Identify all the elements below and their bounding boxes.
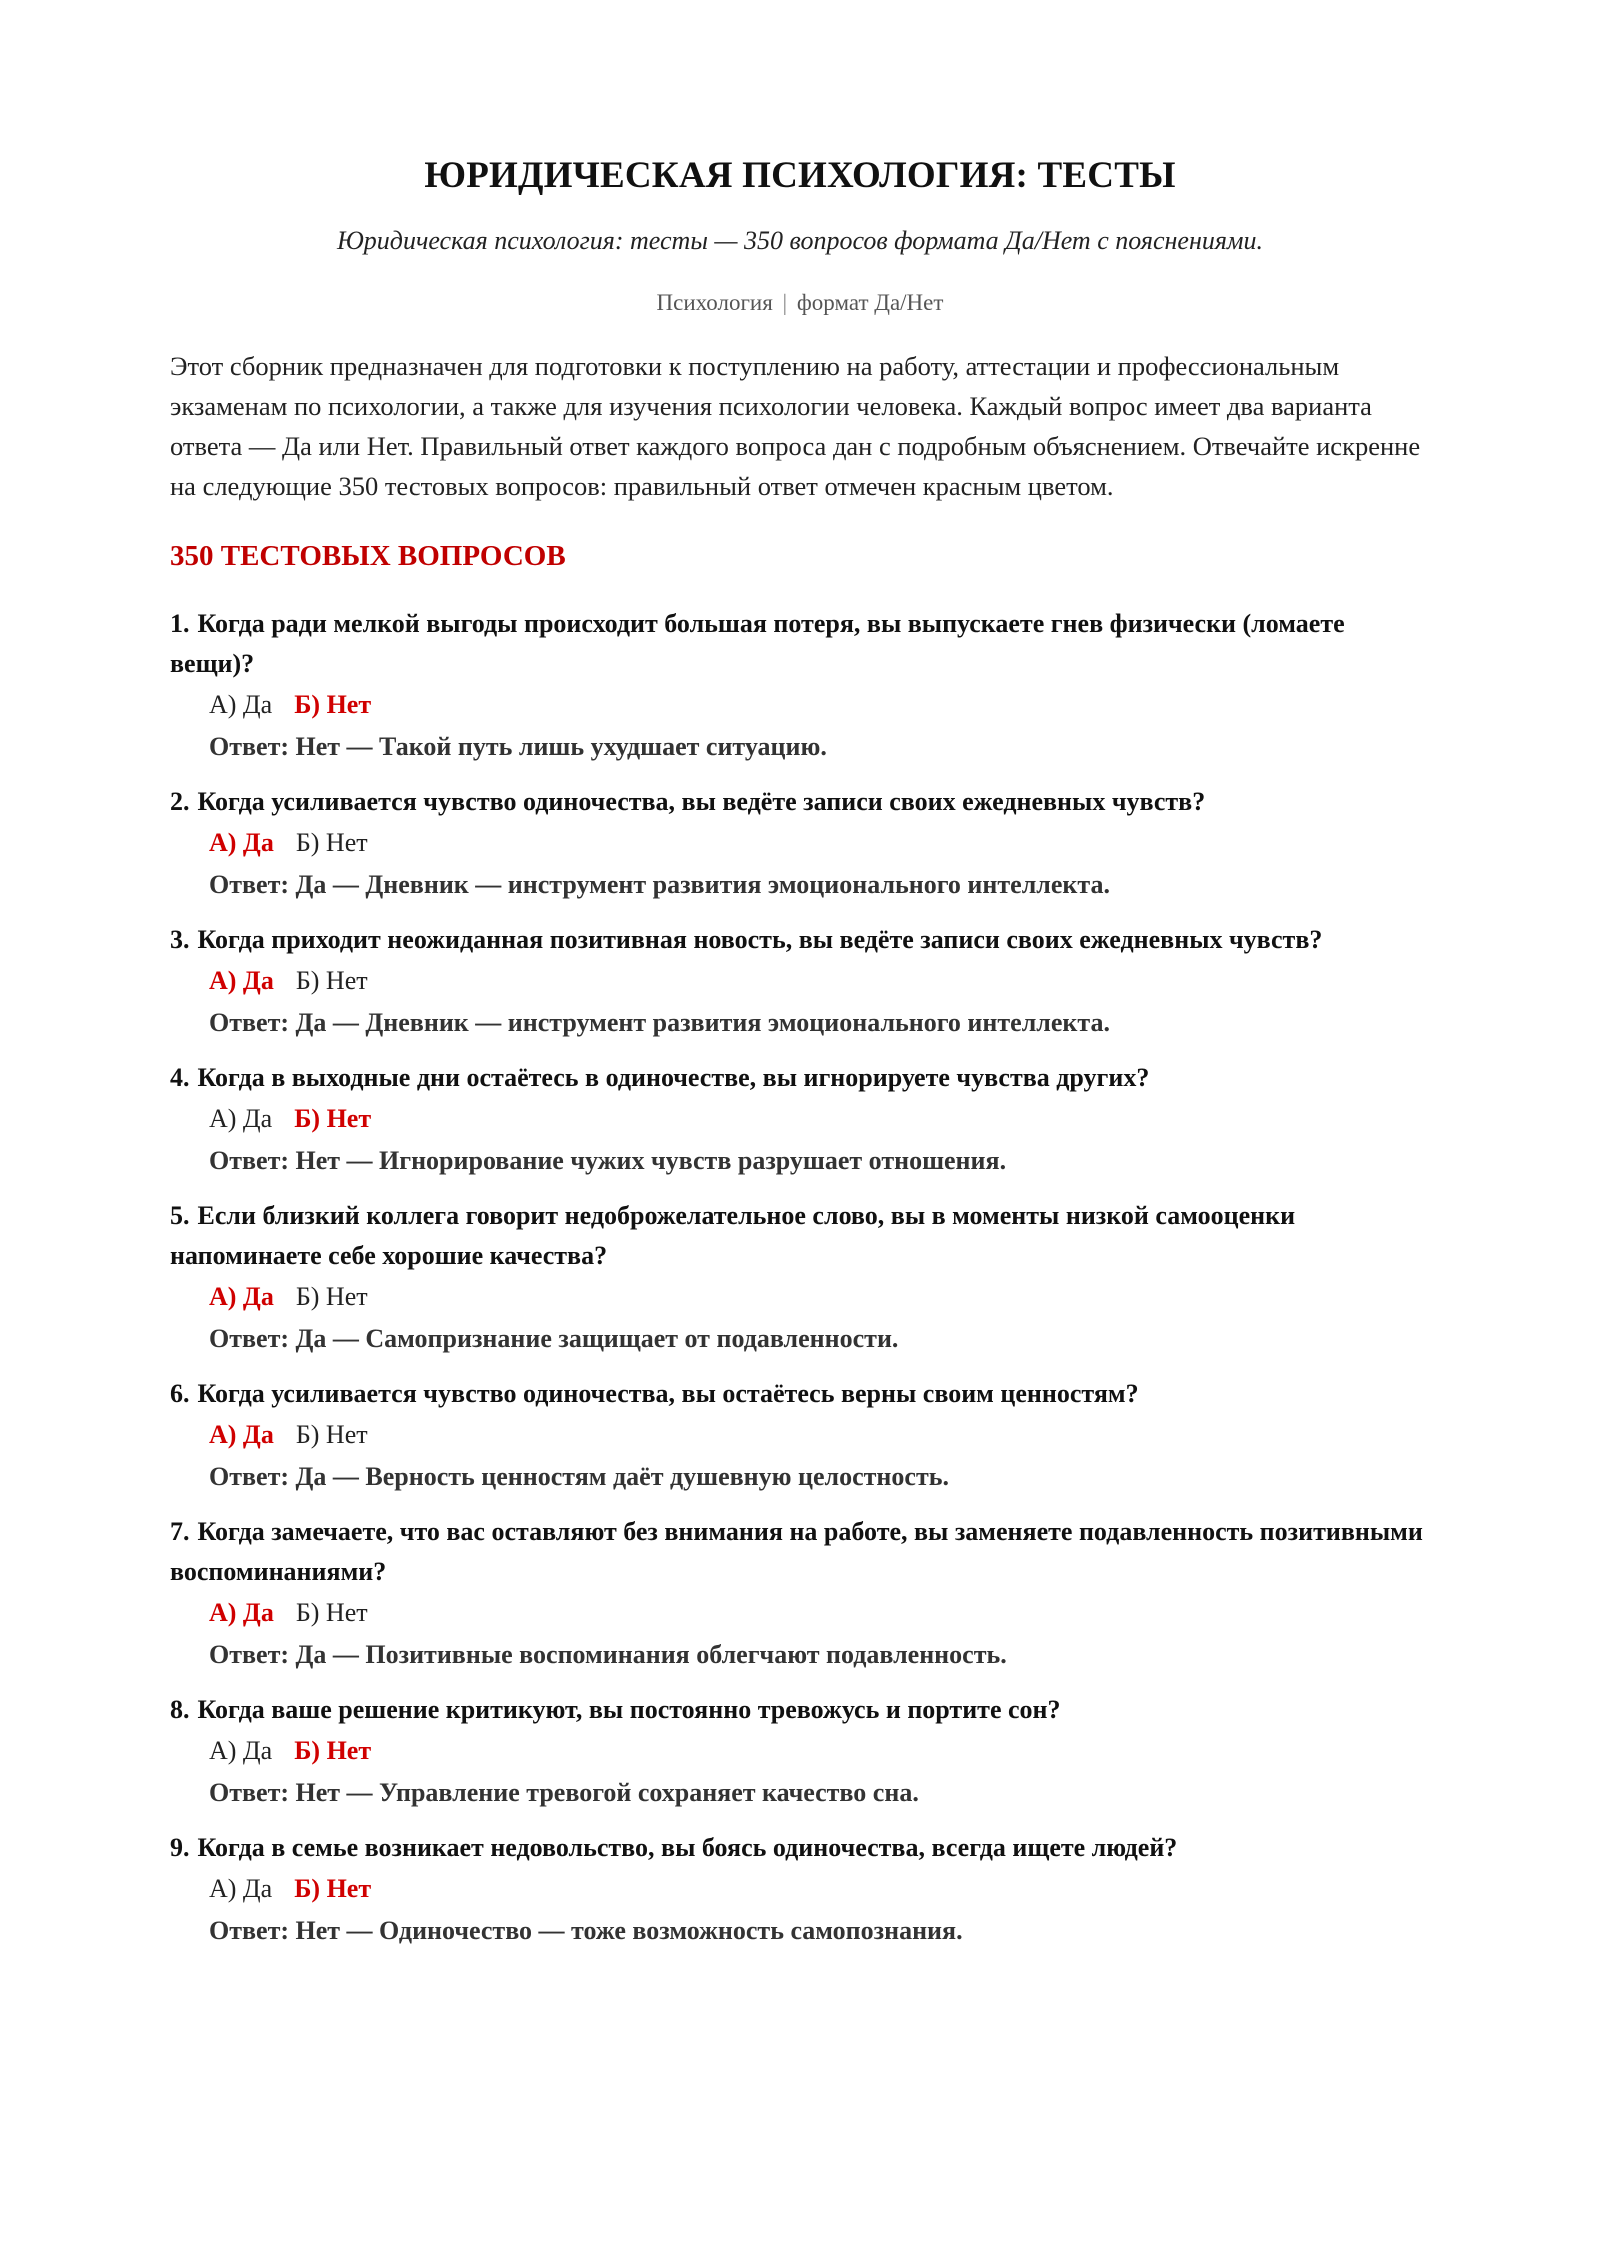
question-number: 5. [170,1201,190,1230]
question-body: Когда замечаете, что вас оставляют без внимания на работе, вы заменяете подавленность позитивными воспоминаниями? [170,1517,1423,1586]
answer-options [170,1276,1430,1318]
document-subtitle: Юридическая психология: тесты — 350 вопросов формата Да/Нет с пояснениями. [336,226,1264,255]
question-body: Когда в выходные дни остаётесь в одиночестве, вы игнорируете чувства других? [197,1063,1150,1092]
question-body: Когда усиливается чувство одиночества, вы остаётесь верны своим ценностям? [197,1379,1139,1408]
format-label: формат Да/Нет [796,290,944,315]
option-b: Б) Нет [295,966,368,995]
option-a: А) Да [209,1104,273,1133]
answer-explanation: Ответ: Нет — Одиночество — тоже возможность самопознания. [209,1916,963,1945]
option-a-correct: А) Да [209,1282,274,1311]
question-item [170,1058,1430,1182]
answer-explanation: Ответ: Да — Дневник — инструмент развития эмоционального интеллекта. [209,870,1110,899]
question-item [170,1828,1430,1952]
option-b: Б) Нет [295,1420,368,1449]
question-body: Если близкий коллега говорит недоброжелательное слово, вы в моменты низкой самооценки напоминаете себе хорошие качества? [170,1201,1296,1270]
section-heading: 350 ТЕСТОВЫХ ВОПРОСОВ [170,540,566,572]
option-a-correct: А) Да [209,966,274,995]
question-text [170,1690,1430,1730]
answer-options [170,960,1430,1002]
category-separator: | [782,290,788,315]
answer-explanation: Ответ: Да — Верность ценностям даёт душевную целостность. [209,1462,949,1491]
question-text [170,1374,1430,1414]
answer-options [170,684,1430,726]
answer-explanation: Ответ: Да — Самопризнание защищает от подавленности. [209,1324,899,1353]
option-a: А) Да [209,1874,273,1903]
question-body: Когда в семье возникает недовольство, вы боясь одиночества, всегда ищете людей? [197,1833,1178,1862]
answer-options [170,1414,1430,1456]
question-number: 3. [170,925,190,954]
question-text [170,1196,1430,1276]
question-item [170,1512,1430,1676]
question-body: Когда приходит неожиданная позитивная новость, вы ведёте записи своих ежедневных чувств? [197,925,1323,954]
category-label: Психология [656,290,773,315]
question-item [170,1374,1430,1498]
option-b-correct: Б) Нет [294,1874,372,1903]
option-a-correct: А) Да [209,1420,274,1449]
answer-explanation: Ответ: Да — Дневник — инструмент развития эмоционального интеллекта. [209,1008,1110,1037]
question-item [170,920,1430,1044]
question-number: 6. [170,1379,190,1408]
answer-options [170,822,1430,864]
answer-options [170,1098,1430,1140]
answer-explanation: Ответ: Нет — Игнорирование чужих чувств разрушает отношения. [209,1146,1007,1175]
question-text [170,920,1430,960]
option-b-correct: Б) Нет [294,1736,372,1765]
question-number: 1. [170,609,190,638]
category-line [170,288,1430,318]
option-a: А) Да [209,690,273,719]
answer-explanation: Ответ: Нет — Управление тревогой сохраняет качество сна. [209,1778,919,1807]
question-number: 2. [170,787,190,816]
intro-paragraph: Этот сборник предназначен для подготовки к поступлению на работу, аттестации и профессиональным экзаменам по психологии, а также для изучения психологии человека. Каждый вопрос имеет два варианта ответа — Да или Нет. Правильный ответ каждого вопроса дан с подробным объяснением. Отвечайте искренне на следующие 350 тестовых вопросов: правильный ответ отмечен красным цветом. [170,351,1421,501]
question-item [170,782,1430,906]
question-body: Когда усиливается чувство одиночества, вы ведёте записи своих ежедневных чувств? [197,787,1206,816]
option-b: Б) Нет [295,1598,368,1627]
answer-options [170,1868,1430,1910]
question-item [170,1196,1430,1360]
question-list [170,604,1430,1952]
document-title: ЮРИДИЧЕСКАЯ ПСИХОЛОГИЯ: ТЕСТЫ [424,155,1176,196]
question-number: 7. [170,1517,190,1546]
question-body: Когда ваше решение критикуют, вы постоянно тревожусь и портите сон? [197,1695,1061,1724]
answer-options [170,1592,1430,1634]
option-b-correct: Б) Нет [294,1104,372,1133]
option-a-correct: А) Да [209,1598,274,1627]
question-body: Когда ради мелкой выгоды происходит большая потеря, вы выпускаете гнев физически (ломаете вещи)? [170,609,1345,678]
question-item [170,604,1430,768]
question-text [170,1828,1430,1868]
answer-explanation: Ответ: Нет — Такой путь лишь ухудшает ситуацию. [209,732,827,761]
question-text [170,1058,1430,1098]
option-b: Б) Нет [295,828,368,857]
option-b-correct: Б) Нет [294,690,372,719]
question-item [170,1690,1430,1814]
option-b: Б) Нет [295,1282,368,1311]
answer-options [170,1730,1430,1772]
question-text [170,604,1430,684]
question-text [170,1512,1430,1592]
option-a-correct: А) Да [209,828,274,857]
question-text [170,782,1430,822]
question-number: 8. [170,1695,190,1724]
answer-explanation: Ответ: Да — Позитивные воспоминания облегчают подавленность. [209,1640,1007,1669]
question-number: 9. [170,1833,190,1862]
option-a: А) Да [209,1736,273,1765]
question-number: 4. [170,1063,190,1092]
